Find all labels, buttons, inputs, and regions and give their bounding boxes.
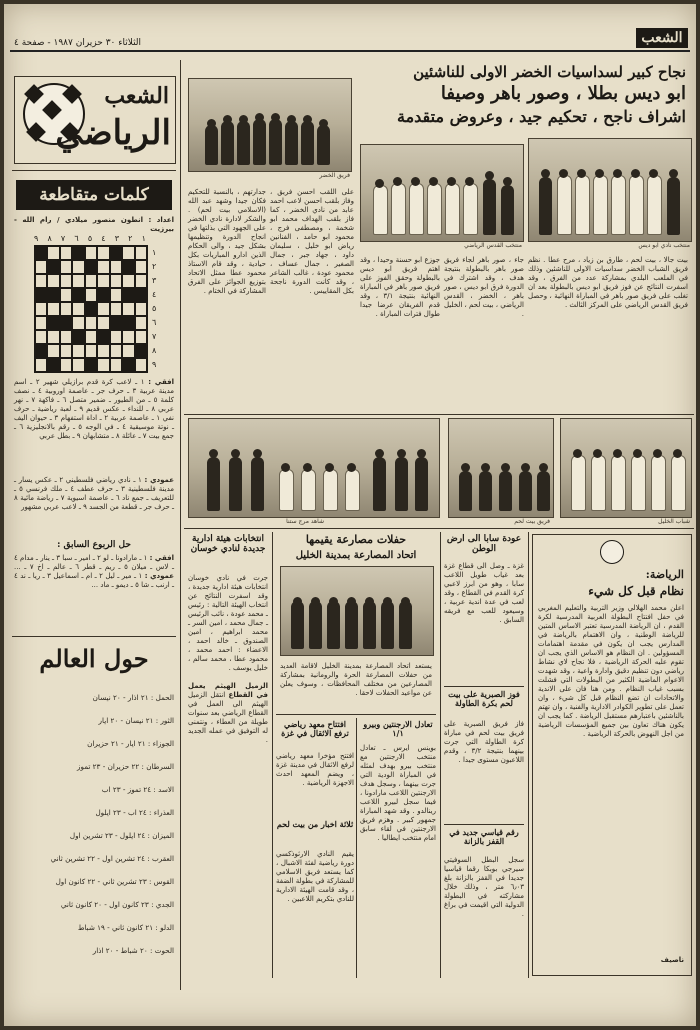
editorial-title: نظام قبل كل شيء (588, 584, 684, 598)
logo-line1: الشعب (104, 83, 169, 109)
horoscope-item: الاسد : ٢٤ تموز - ٢٣ اب (101, 785, 174, 794)
row-num: ٨ (152, 345, 157, 355)
team-photo-bethlehem (448, 418, 554, 518)
crossword-cell (35, 330, 47, 344)
crossword-cell (97, 330, 109, 344)
lead-text-col-1: بيت جالا ، بيت لحم ، طارق بن زياد ، مرح عطا . نظم فريق الشباب الخضر سداسيات الاولى للناشئين وذلك في الملعب البلدي بمشاركة عدد من الفرق ، وقد اسفرت النتائج عن فوز فريق ابو ديس بالبطولة بعد ان تغلب على فريق صور باهر في المباراة النهائية ، وحصل فريق القدس الرياضي على المركز الثالث . (528, 256, 688, 309)
crossword-clues-across: افقي : ١ ـ لاعب كرة قدم برازيلي شهير ٢ ـ اسم مدينة عربية ٣ ـ حرف جر ـ عاصمة اوروبية ٤ ـ نصف كلمة ٥ ـ من الطيور ـ ضمير متصل ٦ ـ فاكهة ٧ ـ نهر عربي ٨ ـ للنداء ـ عكس قديم ٩ ـ لعبة رياضية ـ حرف نفي ١ ـ عاصمة عربية ٢ ـ اداة استفهام ٣ ـ حيوان اليف ـ نوتة موسيقية ٤ ـ في الوجه ٥ ـ رقم بالانجليزية ٦ ـ جمع بيت ٧ ـ عائلة ٨ ـ متشابهان ٩ ـ بطل عربي (14, 378, 175, 440)
crossword-title: كلمات متقاطعة (16, 180, 172, 210)
crossword-cell (135, 274, 147, 288)
col-num: ٩ (34, 234, 39, 243)
crossword-cell (97, 344, 109, 358)
horoscope-item: الحوت : ٢٠ شباط - ٢٠ اذار (92, 946, 174, 955)
crossword-cell (35, 302, 47, 316)
row-num: ١ (152, 247, 157, 257)
crossword-cell (85, 302, 97, 316)
caption-bethlehem: فريق بيت لحم (514, 518, 550, 525)
crossword-cell (60, 246, 72, 260)
crossword-cell (72, 288, 84, 302)
crossword-cell (97, 302, 109, 316)
editorial-label: الرياضة: (645, 568, 684, 581)
lead-headline-3: اشراف ناجح ، تحكيم جيد ، وعروض متقدمة (397, 107, 686, 126)
solution-title: حل الربوع السابق : (57, 540, 131, 550)
crossword-cell (135, 358, 147, 372)
horoscope-item: الجوزاء : ٢١ ايار - ٢١ حزيران (87, 739, 174, 748)
horoscope-item: الميزان : ٢٤ ايلول - ٢٣ تشرين اول (69, 831, 174, 840)
crossword-cell (110, 330, 122, 344)
crossword-cell (97, 260, 109, 274)
caption-marj: شاهد مرج ستنا (286, 518, 324, 525)
team-photo-khader (188, 78, 352, 172)
crossword-cell (135, 330, 147, 344)
crossword-cell (110, 274, 122, 288)
crossword-cell (85, 274, 97, 288)
crossword-cell (97, 358, 109, 372)
caption-khalil: شباب الخليل (658, 518, 690, 525)
caption-khader: فريق الخضر (319, 172, 350, 179)
crossword-cell (122, 302, 134, 316)
crossword-cell (47, 288, 59, 302)
logo-line2: الرياضي (55, 113, 171, 153)
win-headline: فوز الصبرية على بيت لحم بكرة الطاولة (448, 689, 520, 709)
horoscope-list (14, 686, 174, 976)
crossword-cell (72, 246, 84, 260)
horoscope-item: الدلو : ٢١ كانون ثاني - ١٩ شباط (77, 923, 174, 932)
crossword-cell (60, 274, 72, 288)
crossword-cell (97, 288, 109, 302)
col-num: ٢ (128, 234, 133, 243)
wrestling-headline-1: حفلات مصارعة يقيمها (305, 533, 407, 546)
crossword-cell (47, 274, 59, 288)
horoscope-item: العذراء : ٢٤ اب - ٢٣ ايلول (95, 808, 174, 817)
col-num: ٨ (47, 234, 52, 243)
horoscope-title: حول العالم (39, 644, 149, 673)
return-headline: عودة سابا الى ارض الوطن (446, 534, 522, 555)
row-num: ٢ (152, 261, 157, 271)
row-num: ٧ (152, 331, 157, 341)
sports-section-logo (14, 76, 176, 164)
newspaper-page (4, 4, 696, 1026)
crossword-cell (110, 260, 122, 274)
crossword-cell (122, 246, 134, 260)
row-num: ٣ (152, 275, 157, 285)
caption-jerusalem: منتخب القدس الرياضي (464, 242, 522, 249)
crossword-column-numbers (34, 234, 146, 243)
crossword-cell (47, 316, 59, 330)
col-num: ٥ (87, 234, 93, 243)
lead-headline-1: نجاح كبير لسداسيات الخضر الاولى للناشئين (413, 63, 686, 81)
crossword-cell (60, 260, 72, 274)
elections-headline: انتخابات هيئة ادارية جديدة لنادي خوسان (190, 534, 266, 555)
crossword-cell (35, 344, 47, 358)
opening-text: افتتح مؤخرا معهد رياضي لرفع الاثقال في مدينة غزة ، ويضم المعهد احدث الاجهزة الرياضية . (276, 752, 354, 787)
crossword-cell (72, 260, 84, 274)
wrestling-headline-2: اتحاد المصارعة بمدينة الخليل (295, 550, 417, 561)
elections-text: جرت في نادي خوسان انتخابات هيئة ادارية جديدة ، وقد اسفرت النتائج عن انتخاب الهيئة التالية : رئيس ـ محمد عودة ، نائب الرئيس ـ جمال محمد ، امين السر ـ محمد ابراهيم ، امين الصندوق ـ خالد احمد ، الاعضاء : احمد محمد ، محمود عطا ، محمد سالم ، خليل يوسف . الزميل الهيثم يعمل في القطاع انتقل الزميل الهيثم الى العمل في القطاع الرياضي بعد سنوات طويلة من العطاء ، ونتمنى له التوفيق في عمله الجديد . (188, 574, 268, 744)
crossword-cell (72, 358, 84, 372)
crossword-cell (110, 344, 122, 358)
crossword-clues-down: عمودي : ١ ـ نادي رياضي فلسطيني ٢ ـ عكس يسار ـ مدينة فلسطينية ٣ ـ حرف عطف ٤ ـ ملك فرنسي ٥ ـ للتعريف ـ جمع ناد ٦ ـ عاصمة اسيوية ٧ ـ رياضة مائية ٨ ـ حرف جر ـ قطعة من الجسد ٩ ـ لاعب عربي مشهور (14, 476, 175, 511)
crossword-cell (47, 246, 59, 260)
caption-abudis: منتخب نادي ابو ديس (638, 242, 690, 249)
crossword-cell (85, 316, 97, 330)
crossword-cell (85, 246, 97, 260)
record-headline: رقم قياسي جديد في القفز بالزانة (449, 827, 519, 847)
crossword-cell (72, 344, 84, 358)
crossword-cell (60, 344, 72, 358)
col-num: ٣ (114, 234, 120, 243)
horoscope-item: السرطان : ٢٢ حزيران - ٢٣ تموز (77, 762, 174, 771)
crossword-cell (122, 358, 134, 372)
crossword-cell (35, 274, 47, 288)
crossword-cell (85, 288, 97, 302)
col-num: ٧ (60, 234, 66, 243)
crossword-cell (72, 330, 84, 344)
crossword-grid (34, 245, 148, 373)
editorial-text: اعلن محمد الهلالي وزير التربية والتعليم المغربي في حفل افتتاح البطولة العربية المدرسية لكرة القدم ، ان الرياضة المدرسية تعتبر الاساس المتين للرياضة الوطنية ، وان الاهتمام بالرياضة في المدارس يجب ان يكون في مقدمة اهتمامات المسؤولين . ان النظام هو الاساس الذي يجب ان تقوم عليه الحركة الرياضية ، فلا نجاح لاي نشاط رياضي دون تنظيم دقيق وادارة واعية ، وقد شهدت الاعوام الماضية الكثير من البطولات التي فشلت بسبب غياب النظام . ومن هنا فان على الاندية والاتحادات ان تضع النظام قبل كل شيء ، وان تعمل على تطوير الكوادر الادارية والفنية ، وان تهتم بالناشئين باعتبارهم مستقبل الرياضة . كما يجب ان يكون هناك تعاون بين جميع المؤسسات الرياضية من اجل النهوض بالحركة الرياضية . (538, 604, 684, 738)
crossword-cell (122, 288, 134, 302)
news-from-text: يقيم النادي الارثوذكسي دورة رياضية لفئة الاشبال ، كما يستعد فريق الاسلامي للمشاركة في بطولة الضفة ، وقد قامت الهيئة الادارية للنادي بتكريم اللاعبين . (276, 850, 354, 903)
crossword-cell (35, 288, 47, 302)
tie-text: بوينس ايرس ـ تعادل منتخب الارجنتين مع منتخب بيرو بهدف لمثله في المباراة الودية التي جرت بينهما ، وسجل هدف الارجنتين اللاعب مارادونا ، فيما سجل لبيرو اللاعب رينالدو . وقد شهد المباراة جمهور كبير . وهزم فريق الارجنتين في لقاء سابق امام منتخب ايطاليا . (360, 744, 436, 842)
down-title: عمودي : (144, 476, 174, 484)
crossword-cell (72, 316, 84, 330)
crossword-cell (122, 274, 134, 288)
row-num: ٦ (152, 317, 157, 327)
crossword-cell (47, 302, 59, 316)
win-text: فاز فريق الصبرية على فريق بيت لحم في مباراة كرة الطاولة التي جرت بينهما بنتيجة ٣/٢ ، وقدم اللاعبون مستوى جيدا . (444, 720, 524, 764)
crossword-cell (135, 316, 147, 330)
team-photo-khalil (560, 418, 692, 518)
paper-name: الشعب (636, 28, 688, 48)
horoscope-item: الثور : ٢١ نيسان - ٢٠ ايار (98, 716, 174, 725)
solution-across: افقي : (149, 554, 174, 562)
lead-text-col-2: جاء ، صور باهر لجاء فريق صور باهر بالبطولة بنتيجة هدف ، وقد اشترك في الدورة فرق ابو ديس ، صور باهر ، الخضر ، القدس الرياضي ، بيت لحم ، الخليل . (443, 256, 524, 318)
crossword-cell (97, 274, 109, 288)
crossword-cell (110, 316, 122, 330)
crossword-cell (135, 344, 147, 358)
crossword-cell (110, 302, 122, 316)
col-num: ٤ (101, 234, 106, 243)
horoscope-item: القوس : ٢٣ تشرين ثاني - ٢٢ كانون اول (55, 877, 174, 886)
crossword-cell (72, 274, 84, 288)
team-photo-abudis (528, 138, 692, 242)
crossword-cell (60, 358, 72, 372)
crossword-credit: اعداد : انطون منصور ميلادي / رام الله - بيرزيت (14, 216, 174, 233)
crossword-row-numbers (152, 245, 162, 371)
crossword-cell (110, 358, 122, 372)
crossword-cell (47, 344, 59, 358)
record-text: سجل البطل السوفيتي سيرجي بوبكا رقما قياسيا جديدا في القفز بالزانة بلغ ٦٫٠٣ متر ، وذلك خلال مشاركته في البطولة الدولية التي اقيمت في براغ . (444, 856, 524, 918)
crossword-cell (35, 246, 47, 260)
crossword-cell (60, 302, 72, 316)
teamwork-headline: الزميل الهيثم يعمل في القطاع (188, 682, 268, 699)
lead-text-col-4: على اللقب احسن فريق ، وفاز بلقب احسن لاعب احمد عابد من نادي الخضر ، كما فاز بلقب الهداف محمد ابو شخمة ، ومصطفى فرج ، محمود ابو حامد ، الفنانين رياض ابو خليل ، سليمان داود ، جهاد جبر ، جمال الصغير ، جمال عساف ، محمود عودة ، غالب الشاعر ، وقد كانت الدورة ناجحة بكل المقاييس . (270, 188, 354, 295)
tie-headline: تعادل الارجنتين وبيرو ١/١ (363, 719, 433, 739)
crossword-cell (110, 288, 122, 302)
crossword-cell (135, 288, 147, 302)
return-text: غزة ـ وصل الى قطاع غزة بعد غياب طويل اللاعب سابا ، وهو من ابرز لاعبي كرة القدم في القطاع ، وقد لعب في عدة اندية عربية ، وسيعود للعب مع فريقه السابق . (444, 562, 524, 624)
crossword-cell (85, 358, 97, 372)
opening-headline: افتتاح معهد رياضي ترفع الاثقال في غزة (281, 719, 349, 739)
crossword-cell (35, 260, 47, 274)
across-title: افقي : (148, 378, 174, 386)
crossword-cell (85, 344, 97, 358)
crossword-cell (85, 330, 97, 344)
crossword-solution: افقي : ١ ـ مارادونا ـ لو ٢ ـ امير ـ سبا ٣ ـ ينار ـ مدام ٤ ـ لاس ـ ميلان ٥ ـ ريم ـ قطر ٦ ـ عالم ـ اخ ٧ ـ ... عمودي : ١ ـ مير ـ ليل ٢ ـ ام ـ اسماعيل ٣ ـ ريا ـ ند ٤ ـ ارنب ـ شا ٥ ـ ديمو ـ ماد ... (14, 554, 175, 589)
crossword-cell (122, 260, 134, 274)
crossword-cell (122, 316, 134, 330)
crossword-cell (135, 246, 147, 260)
lead-headline-2: ابو ديس بطلا ، وصور باهر وصيفا (440, 83, 686, 104)
crossword-cell (110, 246, 122, 260)
team-photo-marj (188, 418, 440, 518)
crossword-cell (85, 260, 97, 274)
crossword-cell (47, 358, 59, 372)
row-num: ٩ (152, 359, 157, 369)
editorial-ball-icon (600, 540, 624, 564)
horoscope-item: الجدي : ٢٣ كانون اول - ٢٠ كانون ثاني (60, 900, 174, 909)
team-photo-jerusalem (360, 144, 524, 242)
crossword-cell (135, 302, 147, 316)
solution-down: عمودي : (144, 572, 175, 580)
row-num: ٥ (152, 303, 157, 313)
horoscope-item: الحمل : ٢١ اذار - ٢٠ نيسان (92, 693, 174, 702)
crossword-cell (60, 316, 72, 330)
crossword-cell (35, 316, 47, 330)
crossword-cell (47, 330, 59, 344)
crossword-cell (60, 330, 72, 344)
editorial-signature: ناصيف (660, 956, 684, 964)
crossword-cell (135, 260, 147, 274)
crossword-cell (47, 260, 59, 274)
wrestling-text: يستعد اتحاد المصارعة بمدينة الخليل لاقامة العديد من حفلات المصارعة الحرة والرومانية بمشاركة المصارعين من مختلف المحافظات ، وسوف يعلن عن مواعيد الحفلات لاحقا . (280, 662, 432, 697)
crossword-cell (35, 358, 47, 372)
date-line: الثلاثاء ٣٠ حزيران ١٩٨٧ - صفحة ٤ (14, 38, 142, 48)
crossword-cell (97, 316, 109, 330)
wrestling-photo (280, 566, 434, 656)
crossword-cell (97, 246, 109, 260)
row-num: ٤ (152, 289, 157, 299)
lead-text-col-5: جدارتهم ، بالنسبة للتحكيم فكان جيدا وشهد عبد الله (الاسلامي بيت لحم) . والشكر لادارة نادي الخضر على الجهود التي بذلتها في انجاح الدورة وتنظيمها بشكل جيد ، والى الحكام الذين ادارو المباريات بكل حيادية ، وقد قام الاستاذ محمود عطا ممثل الاتحاد بتوزيع الجوائز على الفرق المشاركة في الختام . (188, 188, 266, 295)
crossword-cell (122, 330, 134, 344)
crossword-cell (60, 288, 72, 302)
news-from-headline: ثلاثة اخبار من بيت لحم (276, 819, 354, 829)
col-num: ١ (141, 234, 146, 243)
horoscope-item: العقرب : ٢٤ تشرين اول - ٢٢ تشرين ثاني (50, 854, 174, 863)
crossword-cell (72, 302, 84, 316)
lead-text-col-3: جوزع ابو حسنة وحيدا ، وقد اهتم فريق ابو ديس بالبطولة وحقق الفوز على فريق صور باهر في المباراة النهائية بنتيجة ٣/١ ، وقد قدم الفريقان عرضا جيدا طوال فترات المباراة . (360, 256, 440, 318)
col-num: ٦ (74, 234, 79, 243)
crossword-cell (122, 344, 134, 358)
